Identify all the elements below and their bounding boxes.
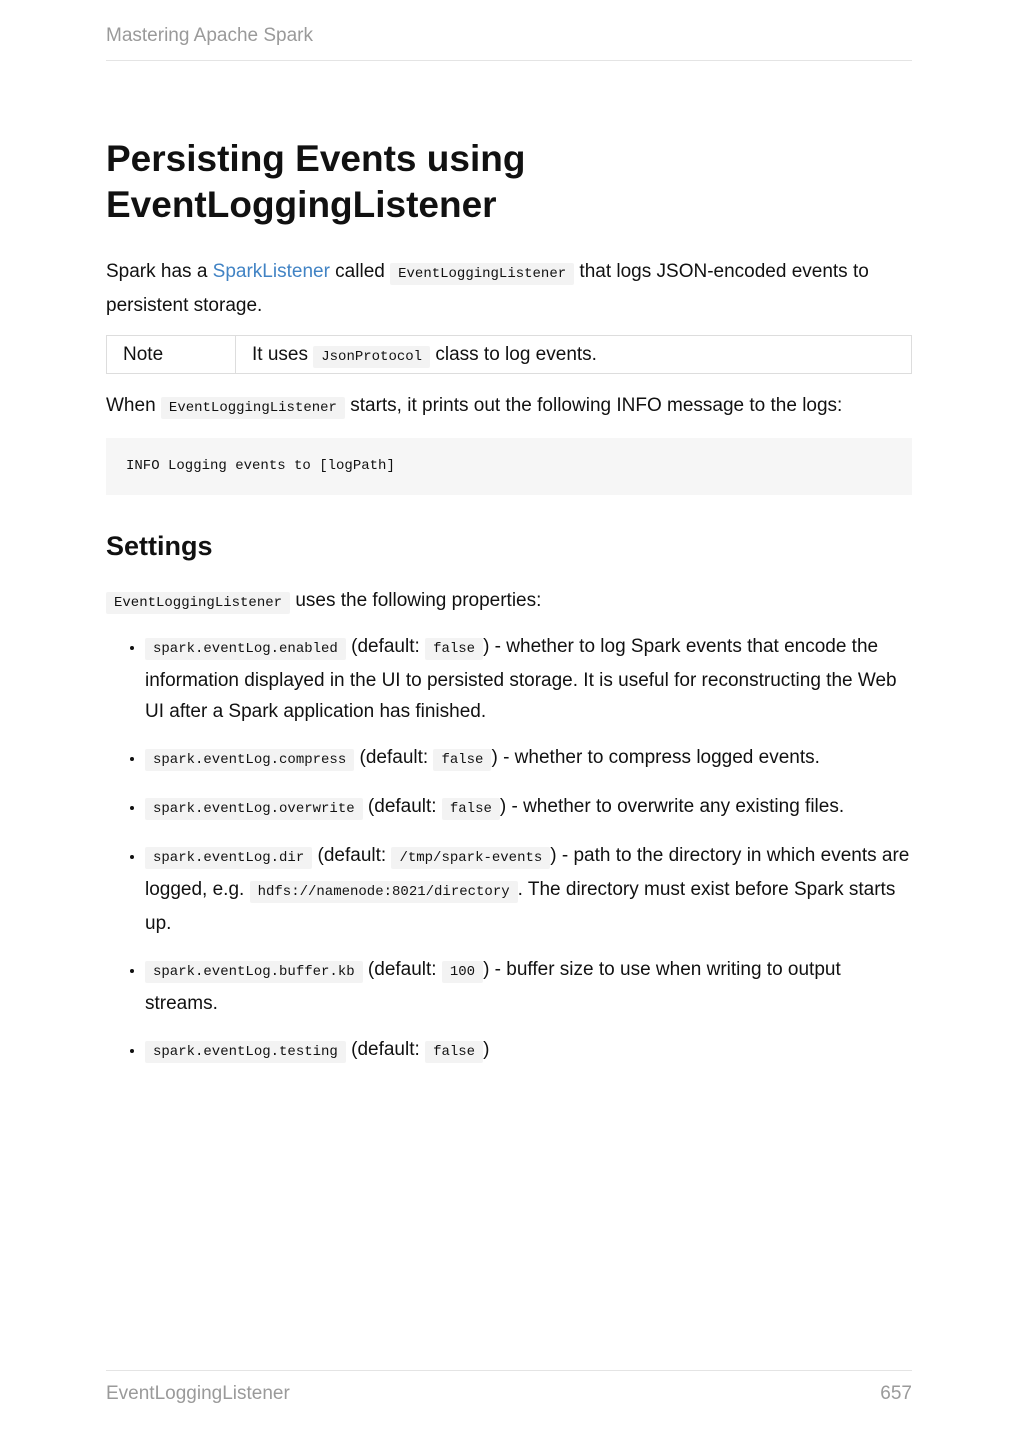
page-title: Persisting Events using EventLoggingListener: [106, 138, 526, 225]
inline-code: EventLoggingListener: [161, 397, 345, 419]
footer-chapter: EventLoggingListener: [106, 1383, 290, 1404]
note-text: class to log events.: [430, 343, 597, 365]
item-text: ): [483, 1039, 490, 1060]
property-name: spark.eventLog.compress: [145, 749, 354, 771]
footer-divider: [106, 1370, 912, 1371]
property-default: false: [433, 749, 491, 771]
item-text: (default:: [345, 636, 426, 657]
item-text: (default:: [312, 845, 392, 866]
properties-intro: [106, 585, 912, 619]
intro-text: that logs JSON-encoded events to persistent storage.: [106, 261, 869, 316]
property-default: false: [425, 638, 483, 660]
note-label: Note: [107, 336, 236, 374]
page-content: [106, 136, 912, 1083]
intro-paragraph: [106, 256, 912, 321]
item-text: (default:: [362, 959, 442, 980]
item-text: ) - whether to overwrite any existing files.: [499, 796, 845, 817]
item-text: ) - whether to compress logged events.: [491, 747, 820, 768]
list-item: [145, 1034, 912, 1068]
item-text: ) - whether to log Spark events that encode the information displayed in the UI to persisted storage. It is useful for reconstructing the Web UI after a Spark application has finished.: [145, 636, 897, 722]
list-item: [145, 840, 912, 939]
note-admonition: [106, 335, 912, 374]
note-text: It uses: [252, 343, 314, 365]
code-block: INFO Logging events to [logPath]: [106, 438, 912, 495]
item-text: ) - path to the directory in which events are logged, e.g.: [145, 845, 910, 900]
item-text: . The directory must exist before Spark starts up.: [145, 879, 896, 934]
property-default: 100: [442, 961, 483, 983]
paragraph-text: starts, it prints out the following INFO message to the logs:: [344, 395, 843, 416]
item-text: (default:: [362, 796, 442, 817]
example-path: hdfs://namenode:8021/directory: [250, 881, 518, 903]
inline-code: JsonProtocol: [313, 346, 430, 368]
item-text: ) - buffer size to use when writing to output streams.: [145, 959, 841, 1014]
info-message-paragraph: [106, 390, 912, 424]
note-body: [236, 336, 912, 374]
property-default: false: [425, 1041, 483, 1063]
property-name: spark.eventLog.testing: [145, 1041, 346, 1063]
list-item: [145, 742, 912, 776]
list-item: [145, 954, 912, 1019]
property-default: false: [442, 798, 500, 820]
inline-code: EventLoggingListener: [390, 263, 574, 285]
running-header: Mastering Apache Spark: [106, 25, 314, 46]
settings-heading: Settings: [106, 531, 213, 561]
list-item: [145, 631, 912, 727]
item-text: (default:: [354, 747, 434, 768]
paragraph-text: When: [106, 395, 161, 416]
property-name: spark.eventLog.overwrite: [145, 798, 363, 820]
page-number: 657: [880, 1383, 912, 1404]
list-item: [145, 791, 912, 825]
header-divider: [106, 60, 912, 61]
item-text: (default:: [345, 1039, 426, 1060]
sparklistener-link[interactable]: SparkListener: [212, 261, 330, 282]
property-name: spark.eventLog.buffer.kb: [145, 961, 363, 983]
paragraph-text: uses the following properties:: [295, 590, 542, 611]
property-name: spark.eventLog.dir: [145, 847, 312, 869]
property-name: spark.eventLog.enabled: [145, 638, 346, 660]
inline-code: EventLoggingListener: [106, 592, 290, 614]
property-default: /tmp/spark-events: [391, 847, 550, 869]
intro-text: called: [329, 261, 391, 282]
properties-list: [106, 631, 912, 1068]
intro-text: Spark has a: [106, 261, 213, 282]
